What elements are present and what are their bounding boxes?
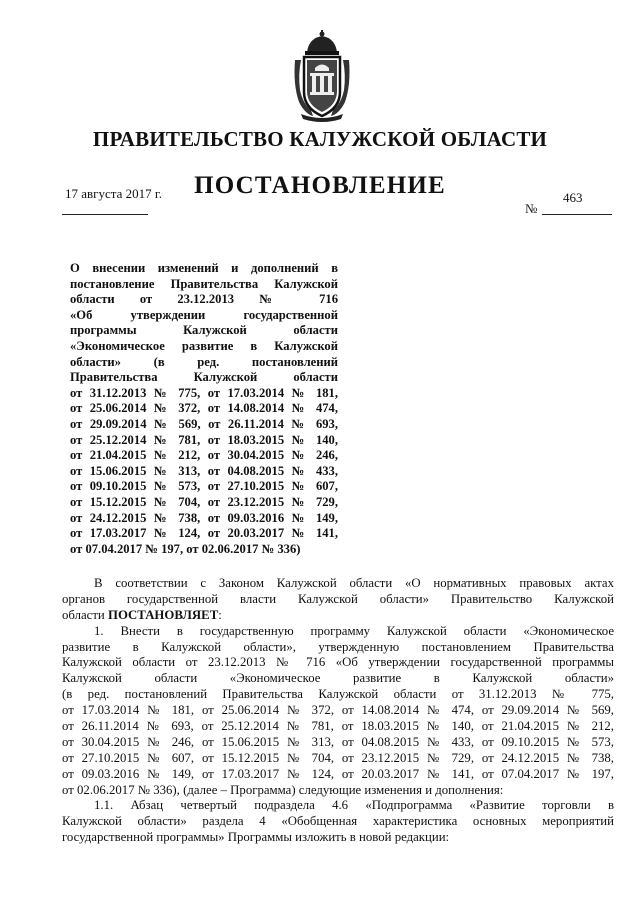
subject-line: «Об утверждении государственной [70, 307, 338, 322]
subject-line: от 24.12.2015 № 738, от 09.03.2016 № 149, [70, 510, 338, 525]
body-line: 1.1. Абзац четвертый подраздела 4.6 «Подпрограмма «Развитие торговли в [94, 798, 614, 813]
body-line: государственной программы» Программы изложить в новой редакции: [62, 830, 450, 845]
coat-of-arms-icon [291, 30, 353, 122]
decree-body [62, 576, 614, 846]
government-title: ПРАВИТЕЛЬСТВО КАЛУЖСКОЙ ОБЛАСТИ [92, 127, 548, 151]
subject-line: от 21.04.2015 № 212, от 30.04.2015 № 246, [70, 448, 338, 463]
body-line: от 26.11.2014 № 693, от 25.12.2014 № 781, от 18.03.2015 № 140, от 21.04.2015 № 212, [62, 719, 614, 734]
subject-line: от 17.03.2017 № 124, от 20.03.2017 № 141, [70, 526, 338, 541]
decree-date: 17 августа 2017 г. [65, 186, 162, 201]
body-line: от 17.03.2014 № 181, от 25.06.2014 № 372, от 14.08.2014 № 474, от 29.09.2014 № 569, [62, 703, 614, 718]
body-line: от 09.03.2016 № 149, от 17.03.2017 № 124, от 20.03.2017 № 141, от 07.04.2017 № 197, [62, 766, 614, 781]
body-line: 1. Внести в государственную программу Калужской области «Экономическое [94, 623, 614, 638]
body-line: Калужской области» раздела 4 «Обобщенная характеристика основных мероприятий [62, 814, 614, 829]
subject-line: от 15.12.2015 № 704, от 23.12.2015 № 729, [70, 494, 338, 509]
subject-line: Правительства Калужской области [70, 370, 338, 385]
decree-subject [70, 261, 338, 557]
subject-line: постановление Правительства Калужской [70, 276, 338, 291]
subject-line: от 31.12.2013 № 775, от 17.03.2014 № 181, [70, 385, 338, 400]
subject-line: программы Калужской области [70, 323, 338, 338]
decree-number: 463 [563, 190, 583, 205]
subject-line: О внесении изменений и дополнений в [70, 261, 338, 275]
subject-line: от 07.04.2017 № 197, от 02.06.2017 № 336) [70, 541, 301, 556]
body-line: от 27.10.2015 № 607, от 15.12.2015 № 704, от 23.12.2015 № 729, от 24.12.2015 № 738, [62, 750, 614, 765]
number-sign: № [525, 201, 538, 216]
body-line: органов государственной власти Калужской области» Правительство Калужской [62, 591, 614, 606]
subject-line: области» (в ред. постановлений [70, 354, 338, 369]
body-text: области [62, 607, 105, 622]
body-line: развитие в Калужской области», утвержденную постановлением Правительства [62, 639, 614, 654]
subject-line: от 29.09.2014 № 569, от 26.11.2014 № 693, [70, 416, 338, 431]
subject-line: от 09.10.2015 № 573, от 27.10.2015 № 607, [70, 479, 338, 494]
subject-line: области от 23.12.2013 № 716 [70, 292, 338, 307]
resolves-keyword: ПОСТАНОВЛЯЕТ [107, 607, 219, 622]
subject-line: «Экономическое развитие в Калужской [70, 338, 338, 353]
body-line: Калужской области от 23.12.2013 № 716 «Об утверждении государственной программы [62, 655, 614, 670]
number-underline [542, 214, 612, 215]
body-line: В соответствии с Законом Калужской области «О нормативных правовых актах [94, 576, 614, 590]
subject-line: от 15.06.2015 № 313, от 04.08.2015 № 433, [70, 463, 338, 478]
body-line: (в ред. постановлений Правительства Калужской области от 31.12.2013 № 775, [62, 687, 614, 702]
body-line: от 30.04.2015 № 246, от 15.06.2015 № 313, от 04.08.2015 № 433, от 09.10.2015 № 573, [62, 734, 614, 749]
body-line: Калужской области «Экономическое развитие в Калужской области» [62, 671, 614, 686]
body-line [62, 608, 614, 624]
subject-line: от 25.06.2014 № 372, от 14.08.2014 № 474, [70, 401, 338, 416]
body-line: от 02.06.2017 № 336), (далее – Программа) следующие изменения и дополнения: [62, 782, 504, 797]
date-underline [62, 214, 148, 215]
body-text: : [218, 607, 222, 622]
document-type-title: ПОСТАНОВЛЕНИЕ [194, 172, 446, 199]
subject-line: от 25.12.2014 № 781, от 18.03.2015 № 140, [70, 432, 338, 447]
